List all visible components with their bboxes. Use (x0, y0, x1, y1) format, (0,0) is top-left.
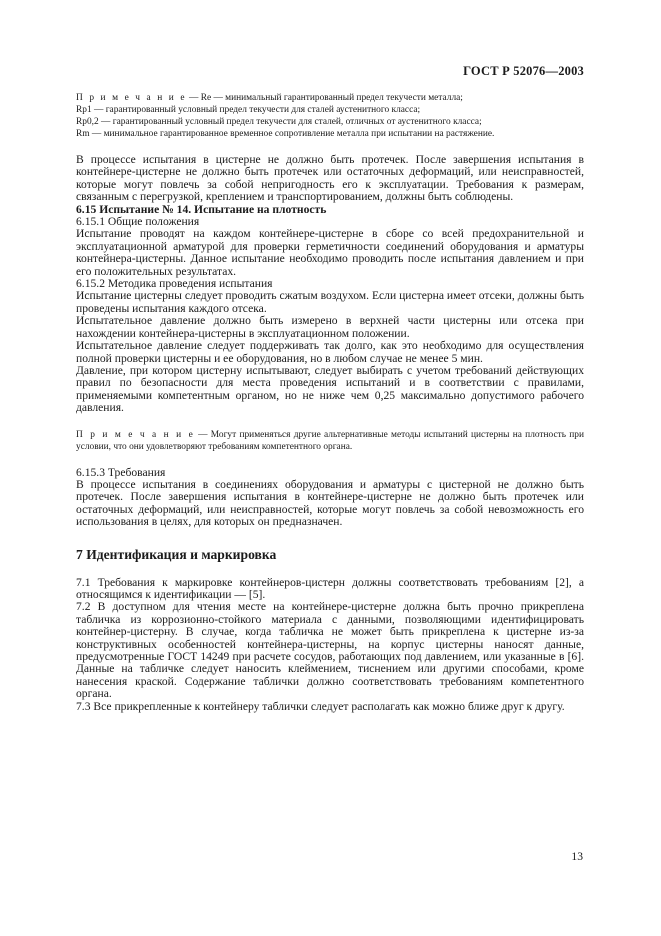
paragraph: Испытательное давление следует поддерживать так долго, как это необходимо для осуществления полной проверки цистерны и ее оборудования, но в любом случае не менее 5 мин. (76, 339, 584, 365)
subsection-title: 6.15.1 Общие положения (76, 215, 200, 229)
note-paragraph (76, 429, 584, 453)
note-line (76, 92, 584, 104)
note-text: — Re — минимальный гарантированный предел текучести металла; (186, 93, 463, 103)
note-text: — Могут применяться другие альтернативные методы испытаний цистерны на плотность при условии, что они удовлетворяют требованиям компетентного органа. (76, 429, 584, 452)
note-symbols (76, 92, 584, 140)
paragraph: 7.3 Все прикрепленные к контейнеру таблички следует располагать как можно ближе друг к другу. (76, 699, 565, 713)
note-label: П р и м е ч а н и е (76, 429, 195, 440)
subsection-title: 6.15.3 Требования (76, 465, 166, 479)
page-number: 13 (571, 850, 583, 863)
paragraph: В процессе испытания в цистерне не должно быть протечек. После завершения испытания в контейнере-цистерне не должно быть протечек или остаточных деформаций, или неисправностей, которые могут повлечь за собой непригодность его к эксплуатации. Требования к размерам, связанным с перегрузкой, креплением и транспортированием, должны быть соблюдены. (76, 153, 584, 204)
paragraph: Испытательное давление должно быть измерено в верхней части цистерны или отсека при нахождении контейнера-цистерны в эксплуатационном положении. (76, 314, 584, 340)
paragraph: Испытание цистерны следует проводить сжатым воздухом. Если цистерна имеет отсеки, должны быть проведены испытания каждого отсека. (76, 289, 584, 315)
page-content (76, 92, 584, 713)
section-heading: 6.15 Испытание № 14. Испытание на плотность (76, 202, 327, 216)
paragraph: Испытание проводят на каждом контейнере-цистерне в сборе со всей предохранительной и эксплуатационной арматурой для проверки герметичности соединений оборудования и арматуры контейнера-цистерны. Данное испытание необходимо проводить после испытания давлением и при его положительных результатах. (76, 227, 584, 278)
document-code: ГОСТ Р 52076—2003 (463, 64, 584, 78)
paragraph: В процессе испытания в соединениях оборудования и арматуры с цистерной не должно быть протечек. После завершения испытания в контейнере-цистерне не должно быть протечек или остаточных деформаций, или неисправностей, которые могут повлечь за собой невозможность его использования в целях, для которых он предназначен. (76, 477, 584, 529)
note-label: П р и м е ч а н и е (76, 93, 187, 103)
note-line: Rp1 — гарантированный условный предел текучести для сталей аустенитного класса; (76, 105, 421, 115)
paragraph: Давление, при котором цистерну испытывают, следует выбирать с учетом требований действующих правил по безопасности для места проведения испытаний и в соответствии с правилами, применяемыми компетентным органом, но не ниже чем 0,25 максимально допустимого рабочего давления. (76, 363, 584, 415)
note-line: Rm — минимальное гарантированное временное сопротивление металла при испытании на растяжение. (76, 129, 495, 139)
note-line: Rp0,2 — гарантированный условный предел текучести для сталей, отличных от аустенитного класса; (76, 117, 482, 127)
paragraph: 7.2 В доступном для чтения месте на контейнере-цистерне должна быть прочно прикреплена табличка из коррозионно-стойкого материала с данными, позволяющими идентифицировать контейнер-цистерну. В случае, когда табличка не может быть прикреплена к цистерне из-за конструктивных особенностей контейнера-цистерны, на корпус цистерны наносят данные, предусмотренные ГОСТ 14249 при расчете сосудов, работающих под давлением, или указанные в [6]. Данные на табличке следует наносить клеймением, тиснением или другими способами, кроме нанесения краской. Содержание таблички должно соответствовать требованиям компетентного органа. (76, 600, 584, 701)
subsection-title: 6.15.2 Методика проведения испытания (76, 277, 273, 291)
paragraph: 7.1 Требования к маркировке контейнеров-цистерн должны соответствовать требованиям [2], а относящимся к идентификации — [5]. (76, 575, 584, 601)
chapter-heading: 7 Идентификация и маркировка (76, 546, 277, 562)
